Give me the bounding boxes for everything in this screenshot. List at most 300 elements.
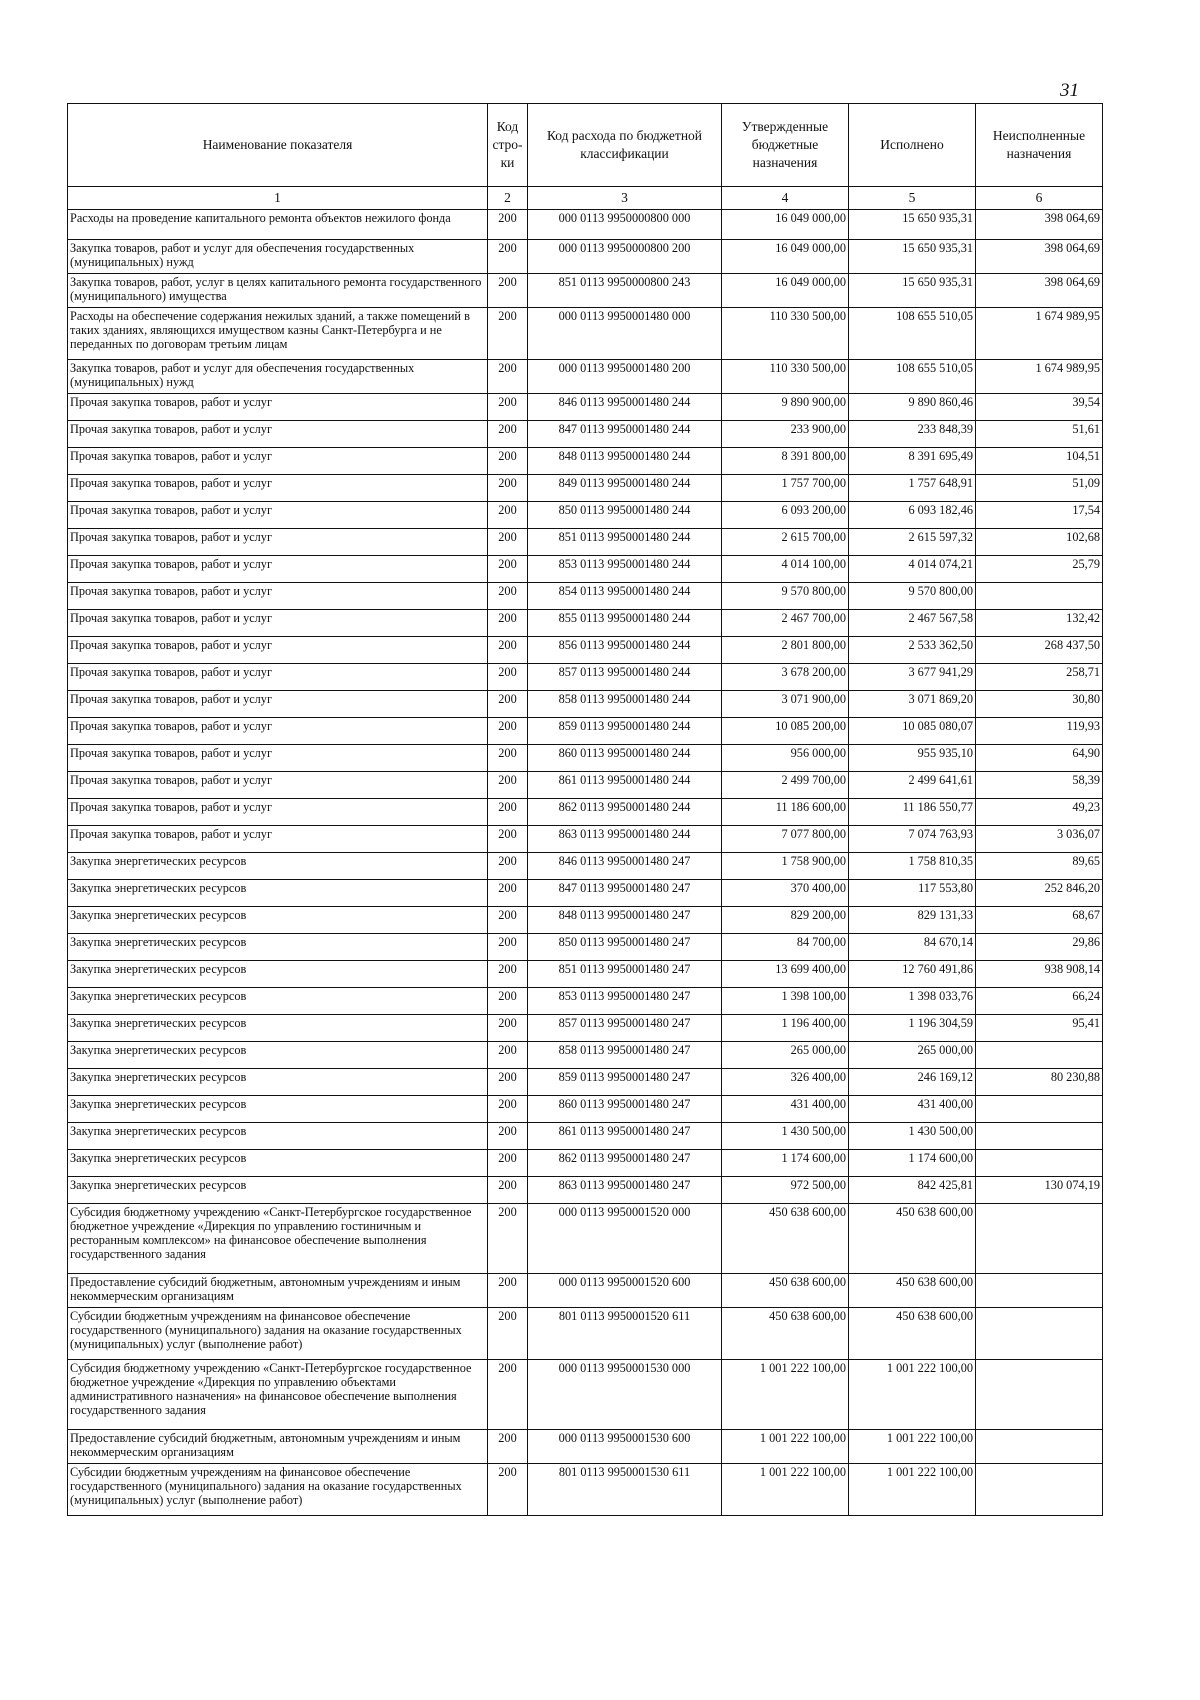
table-cell-executed: 4 014 074,21 — [849, 556, 976, 583]
table-cell-executed: 842 425,81 — [849, 1177, 976, 1204]
table-cell-approved: 1 757 700,00 — [722, 475, 849, 502]
table-cell-budget-code: 851 0113 9950001480 247 — [528, 961, 722, 988]
table-cell-name: Предоставление субсидий бюджетным, автономным учреждениям и иным некоммерческим организациям — [68, 1274, 488, 1308]
table-cell-name: Закупка энергетических ресурсов — [68, 1123, 488, 1150]
table-cell-approved: 9 890 900,00 — [722, 394, 849, 421]
table-cell-unexecuted — [976, 1123, 1103, 1150]
table-cell-name: Закупка энергетических ресурсов — [68, 988, 488, 1015]
table-cell-name: Субсидия бюджетному учреждению «Санкт-Петербургское государственное бюджетное учреждение «Дирекция по управлению объектами административного назначения» на финансовое обеспечение выполнения государственного задания — [68, 1360, 488, 1430]
table-cell-unexecuted: 102,68 — [976, 529, 1103, 556]
table-cell-budget-code: 000 0113 9950001520 600 — [528, 1274, 722, 1308]
table-row — [68, 1177, 1103, 1204]
table-cell-approved: 2 467 700,00 — [722, 610, 849, 637]
table-cell-executed: 1 001 222 100,00 — [849, 1430, 976, 1464]
table-cell-unexecuted: 49,23 — [976, 799, 1103, 826]
table-cell-line-code: 200 — [488, 1042, 528, 1069]
col-header-approved: Утвержденные бюджетные назначения — [722, 104, 849, 187]
table-cell-executed: 1 758 810,35 — [849, 853, 976, 880]
table-cell-unexecuted: 29,86 — [976, 934, 1103, 961]
table-cell-approved: 265 000,00 — [722, 1042, 849, 1069]
table-row — [68, 853, 1103, 880]
table-cell-approved: 9 570 800,00 — [722, 583, 849, 610]
table-cell-approved: 16 049 000,00 — [722, 274, 849, 308]
table-cell-budget-code: 856 0113 9950001480 244 — [528, 637, 722, 664]
table-row — [68, 691, 1103, 718]
table-cell-name: Субсидия бюджетному учреждению «Санкт-Петербургское государственное бюджетное учреждение «Дирекция по управлению гостиничным и ресторанным комплексом» на финансовое обеспечение выполнения государственного задания — [68, 1204, 488, 1274]
table-cell-budget-code: 849 0113 9950001480 244 — [528, 475, 722, 502]
table-cell-line-code: 200 — [488, 1069, 528, 1096]
table-cell-budget-code: 801 0113 9950001520 611 — [528, 1308, 722, 1360]
table-cell-approved: 10 085 200,00 — [722, 718, 849, 745]
table-cell-executed: 10 085 080,07 — [849, 718, 976, 745]
table-cell-line-code: 200 — [488, 210, 528, 240]
table-cell-name: Закупка товаров, работ и услуг для обеспечения государственных (муниципальных) нужд — [68, 240, 488, 274]
table-cell-line-code: 200 — [488, 1015, 528, 1042]
table-cell-executed: 8 391 695,49 — [849, 448, 976, 475]
table-cell-line-code: 200 — [488, 502, 528, 529]
table-cell-name: Субсидии бюджетным учреждениям на финансовое обеспечение государственного (муниципального) задания на оказание государственных (муниципальных) услуг (выполнение работ) — [68, 1464, 488, 1516]
table-cell-executed: 233 848,39 — [849, 421, 976, 448]
table-cell-budget-code: 000 0113 9950001530 600 — [528, 1430, 722, 1464]
table-row — [68, 907, 1103, 934]
table-cell-name: Прочая закупка товаров, работ и услуг — [68, 826, 488, 853]
table-cell-approved: 450 638 600,00 — [722, 1274, 849, 1308]
table-cell-budget-code: 801 0113 9950001530 611 — [528, 1464, 722, 1516]
table-cell-line-code: 200 — [488, 448, 528, 475]
table-cell-line-code: 200 — [488, 610, 528, 637]
table-cell-line-code: 200 — [488, 772, 528, 799]
table-cell-name: Закупка энергетических ресурсов — [68, 1096, 488, 1123]
table-cell-budget-code: 853 0113 9950001480 244 — [528, 556, 722, 583]
table-row — [68, 718, 1103, 745]
col-number: 1 — [68, 187, 488, 210]
table-cell-budget-code: 861 0113 9950001480 244 — [528, 772, 722, 799]
table-cell-unexecuted — [976, 1274, 1103, 1308]
table-row — [68, 637, 1103, 664]
table-cell-executed: 2 615 597,32 — [849, 529, 976, 556]
table-cell-name: Прочая закупка товаров, работ и услуг — [68, 799, 488, 826]
table-cell-budget-code: 000 0113 9950000800 000 — [528, 210, 722, 240]
table-cell-line-code: 200 — [488, 1274, 528, 1308]
table-cell-unexecuted: 398 064,69 — [976, 240, 1103, 274]
table-cell-approved: 13 699 400,00 — [722, 961, 849, 988]
table-cell-name: Закупка товаров, работ и услуг для обеспечения государственных (муниципальных) нужд — [68, 360, 488, 394]
table-cell-unexecuted: 68,67 — [976, 907, 1103, 934]
table-cell-executed: 1 757 648,91 — [849, 475, 976, 502]
table-cell-approved: 972 500,00 — [722, 1177, 849, 1204]
table-row — [68, 961, 1103, 988]
table-cell-approved: 956 000,00 — [722, 745, 849, 772]
table-cell-approved: 1 398 100,00 — [722, 988, 849, 1015]
table-cell-line-code: 200 — [488, 1464, 528, 1516]
col-header-line-code: Код стро-ки — [488, 104, 528, 187]
table-cell-unexecuted: 119,93 — [976, 718, 1103, 745]
table-cell-name: Закупка энергетических ресурсов — [68, 880, 488, 907]
table-cell-unexecuted: 39,54 — [976, 394, 1103, 421]
table-cell-budget-code: 848 0113 9950001480 244 — [528, 448, 722, 475]
table-cell-budget-code: 857 0113 9950001480 247 — [528, 1015, 722, 1042]
table-cell-approved: 450 638 600,00 — [722, 1308, 849, 1360]
table-cell-line-code: 200 — [488, 988, 528, 1015]
col-number: 2 — [488, 187, 528, 210]
table-cell-executed: 84 670,14 — [849, 934, 976, 961]
table-cell-line-code: 200 — [488, 1360, 528, 1430]
table-row — [68, 664, 1103, 691]
table-cell-executed: 955 935,10 — [849, 745, 976, 772]
table-cell-name: Прочая закупка товаров, работ и услуг — [68, 637, 488, 664]
col-header-unexecuted: Неисполненные назначения — [976, 104, 1103, 187]
table-row — [68, 1360, 1103, 1430]
table-cell-name: Прочая закупка товаров, работ и услуг — [68, 745, 488, 772]
table-cell-line-code: 200 — [488, 421, 528, 448]
table-cell-budget-code: 000 0113 9950001480 200 — [528, 360, 722, 394]
table-cell-name: Прочая закупка товаров, работ и услуг — [68, 772, 488, 799]
table-cell-executed: 3 071 869,20 — [849, 691, 976, 718]
table-cell-line-code: 200 — [488, 240, 528, 274]
table-cell-executed: 450 638 600,00 — [849, 1274, 976, 1308]
table-cell-name: Прочая закупка товаров, работ и услуг — [68, 610, 488, 637]
table-row — [68, 745, 1103, 772]
table-cell-approved: 11 186 600,00 — [722, 799, 849, 826]
table-row — [68, 210, 1103, 240]
table-cell-name: Расходы на проведение капитального ремонта объектов нежилого фонда — [68, 210, 488, 240]
table-cell-name: Прочая закупка товаров, работ и услуг — [68, 691, 488, 718]
table-cell-approved: 370 400,00 — [722, 880, 849, 907]
table-cell-executed: 1 196 304,59 — [849, 1015, 976, 1042]
table-cell-line-code: 200 — [488, 799, 528, 826]
table-cell-approved: 1 001 222 100,00 — [722, 1430, 849, 1464]
table-cell-approved: 1 001 222 100,00 — [722, 1464, 849, 1516]
table-cell-approved: 326 400,00 — [722, 1069, 849, 1096]
table-cell-executed: 15 650 935,31 — [849, 274, 976, 308]
table-cell-line-code: 200 — [488, 475, 528, 502]
table-cell-budget-code: 000 0113 9950001520 000 — [528, 1204, 722, 1274]
table-cell-approved: 16 049 000,00 — [722, 210, 849, 240]
table-cell-budget-code: 860 0113 9950001480 247 — [528, 1096, 722, 1123]
table-cell-line-code: 200 — [488, 637, 528, 664]
table-cell-approved: 1 174 600,00 — [722, 1150, 849, 1177]
table-cell-budget-code: 858 0113 9950001480 247 — [528, 1042, 722, 1069]
table-cell-approved: 7 077 800,00 — [722, 826, 849, 853]
table-row — [68, 502, 1103, 529]
table-cell-executed: 108 655 510,05 — [849, 308, 976, 360]
table-cell-budget-code: 000 0113 9950001480 000 — [528, 308, 722, 360]
table-cell-executed: 9 890 860,46 — [849, 394, 976, 421]
table-cell-approved: 431 400,00 — [722, 1096, 849, 1123]
col-header-executed: Исполнено — [849, 104, 976, 187]
table-cell-unexecuted: 3 036,07 — [976, 826, 1103, 853]
table-row — [68, 1204, 1103, 1274]
table-cell-unexecuted — [976, 1042, 1103, 1069]
table-cell-executed: 15 650 935,31 — [849, 210, 976, 240]
table-body — [68, 210, 1103, 1516]
table-cell-line-code: 200 — [488, 664, 528, 691]
table-row — [68, 475, 1103, 502]
table-cell-approved: 8 391 800,00 — [722, 448, 849, 475]
table-cell-approved: 2 801 800,00 — [722, 637, 849, 664]
table-row — [68, 1150, 1103, 1177]
table-cell-approved: 110 330 500,00 — [722, 308, 849, 360]
table-cell-unexecuted: 64,90 — [976, 745, 1103, 772]
table-cell-unexecuted: 132,42 — [976, 610, 1103, 637]
table-row — [68, 880, 1103, 907]
table-row — [68, 1274, 1103, 1308]
table-cell-approved: 1 758 900,00 — [722, 853, 849, 880]
table-cell-budget-code: 000 0113 9950001530 000 — [528, 1360, 722, 1430]
table-cell-unexecuted — [976, 1096, 1103, 1123]
table-cell-executed: 431 400,00 — [849, 1096, 976, 1123]
table-cell-unexecuted: 30,80 — [976, 691, 1103, 718]
table-cell-name: Прочая закупка товаров, работ и услуг — [68, 718, 488, 745]
table-row — [68, 799, 1103, 826]
table-cell-budget-code: 860 0113 9950001480 244 — [528, 745, 722, 772]
table-cell-executed: 15 650 935,31 — [849, 240, 976, 274]
table-cell-name: Закупка энергетических ресурсов — [68, 934, 488, 961]
table-cell-name: Прочая закупка товаров, работ и услуг — [68, 475, 488, 502]
table-cell-unexecuted: 104,51 — [976, 448, 1103, 475]
table-cell-approved: 233 900,00 — [722, 421, 849, 448]
table-cell-executed: 2 533 362,50 — [849, 637, 976, 664]
table-cell-unexecuted: 398 064,69 — [976, 274, 1103, 308]
table-cell-budget-code: 859 0113 9950001480 244 — [528, 718, 722, 745]
table-cell-budget-code: 850 0113 9950001480 247 — [528, 934, 722, 961]
table-row — [68, 360, 1103, 394]
table-cell-name: Прочая закупка товаров, работ и услуг — [68, 664, 488, 691]
table-cell-line-code: 200 — [488, 308, 528, 360]
table-cell-unexecuted — [976, 1430, 1103, 1464]
table-cell-unexecuted: 66,24 — [976, 988, 1103, 1015]
table-cell-name: Субсидии бюджетным учреждениям на финансовое обеспечение государственного (муниципального) задания на оказание государственных (муниципальных) услуг (выполнение работ) — [68, 1308, 488, 1360]
table-cell-approved: 3 071 900,00 — [722, 691, 849, 718]
table-cell-executed: 9 570 800,00 — [849, 583, 976, 610]
table-cell-line-code: 200 — [488, 691, 528, 718]
table-cell-budget-code: 861 0113 9950001480 247 — [528, 1123, 722, 1150]
table-cell-line-code: 200 — [488, 1204, 528, 1274]
table-row — [68, 772, 1103, 799]
table-cell-unexecuted — [976, 583, 1103, 610]
table-cell-line-code: 200 — [488, 556, 528, 583]
table-row — [68, 1464, 1103, 1516]
table-cell-executed: 265 000,00 — [849, 1042, 976, 1069]
table-cell-name: Прочая закупка товаров, работ и услуг — [68, 556, 488, 583]
table-row — [68, 394, 1103, 421]
col-number: 5 — [849, 187, 976, 210]
table-cell-unexecuted: 51,61 — [976, 421, 1103, 448]
table-cell-executed: 829 131,33 — [849, 907, 976, 934]
table-row — [68, 826, 1103, 853]
table-cell-name: Закупка энергетических ресурсов — [68, 1069, 488, 1096]
table-cell-name: Закупка энергетических ресурсов — [68, 961, 488, 988]
table-cell-executed: 1 001 222 100,00 — [849, 1464, 976, 1516]
table-row — [68, 529, 1103, 556]
table-cell-unexecuted: 80 230,88 — [976, 1069, 1103, 1096]
table-cell-unexecuted: 95,41 — [976, 1015, 1103, 1042]
table-cell-unexecuted: 58,39 — [976, 772, 1103, 799]
table-row — [68, 274, 1103, 308]
table-cell-budget-code: 848 0113 9950001480 247 — [528, 907, 722, 934]
table-cell-unexecuted: 51,09 — [976, 475, 1103, 502]
table-row — [68, 1015, 1103, 1042]
table-cell-line-code: 200 — [488, 907, 528, 934]
table-cell-unexecuted: 398 064,69 — [976, 210, 1103, 240]
table-cell-line-code: 200 — [488, 718, 528, 745]
table-cell-line-code: 200 — [488, 529, 528, 556]
table-cell-executed: 2 467 567,58 — [849, 610, 976, 637]
table-cell-unexecuted — [976, 1464, 1103, 1516]
col-number: 3 — [528, 187, 722, 210]
table-cell-name: Расходы на обеспечение содержания нежилых зданий, а также помещений в таких зданиях, являющихся имуществом казны Санкт-Петербурга и не переданных по договорам третьим лицам — [68, 308, 488, 360]
table-row — [68, 1430, 1103, 1464]
table-cell-unexecuted: 268 437,50 — [976, 637, 1103, 664]
table-cell-unexecuted: 1 674 989,95 — [976, 360, 1103, 394]
table-cell-executed: 450 638 600,00 — [849, 1308, 976, 1360]
table-cell-budget-code: 847 0113 9950001480 244 — [528, 421, 722, 448]
table-cell-approved: 1 430 500,00 — [722, 1123, 849, 1150]
table-cell-line-code: 200 — [488, 394, 528, 421]
table-cell-budget-code: 857 0113 9950001480 244 — [528, 664, 722, 691]
table-cell-line-code: 200 — [488, 961, 528, 988]
table-cell-approved: 1 001 222 100,00 — [722, 1360, 849, 1430]
table-row — [68, 1069, 1103, 1096]
table-cell-unexecuted — [976, 1204, 1103, 1274]
table-cell-budget-code: 858 0113 9950001480 244 — [528, 691, 722, 718]
page-number: 31 — [1060, 80, 1079, 101]
table-cell-budget-code: 855 0113 9950001480 244 — [528, 610, 722, 637]
table-cell-executed: 7 074 763,93 — [849, 826, 976, 853]
table-cell-line-code: 200 — [488, 1096, 528, 1123]
table-row — [68, 308, 1103, 360]
col-number: 6 — [976, 187, 1103, 210]
table-cell-approved: 16 049 000,00 — [722, 240, 849, 274]
table-cell-line-code: 200 — [488, 1177, 528, 1204]
table-cell-unexecuted — [976, 1150, 1103, 1177]
table-cell-executed: 1 174 600,00 — [849, 1150, 976, 1177]
table-cell-budget-code: 850 0113 9950001480 244 — [528, 502, 722, 529]
table-cell-executed: 1 398 033,76 — [849, 988, 976, 1015]
table-cell-unexecuted: 1 674 989,95 — [976, 308, 1103, 360]
table-cell-approved: 2 615 700,00 — [722, 529, 849, 556]
table-cell-approved: 829 200,00 — [722, 907, 849, 934]
table-cell-budget-code: 847 0113 9950001480 247 — [528, 880, 722, 907]
table-cell-name: Закупка энергетических ресурсов — [68, 1177, 488, 1204]
table-cell-line-code: 200 — [488, 1430, 528, 1464]
table-cell-line-code: 200 — [488, 583, 528, 610]
table-cell-line-code: 200 — [488, 880, 528, 907]
table-row — [68, 988, 1103, 1015]
table-cell-name: Закупка энергетических ресурсов — [68, 907, 488, 934]
table-cell-executed: 2 499 641,61 — [849, 772, 976, 799]
table-row — [68, 448, 1103, 475]
table-cell-approved: 450 638 600,00 — [722, 1204, 849, 1274]
table-row — [68, 1123, 1103, 1150]
table-cell-executed: 117 553,80 — [849, 880, 976, 907]
table-row — [68, 1042, 1103, 1069]
table-cell-executed: 108 655 510,05 — [849, 360, 976, 394]
table-cell-approved: 110 330 500,00 — [722, 360, 849, 394]
header-row — [68, 104, 1103, 187]
table-cell-executed: 1 430 500,00 — [849, 1123, 976, 1150]
table-cell-budget-code: 846 0113 9950001480 247 — [528, 853, 722, 880]
table-cell-unexecuted: 89,65 — [976, 853, 1103, 880]
table-cell-executed: 1 001 222 100,00 — [849, 1360, 976, 1430]
table-cell-budget-code: 863 0113 9950001480 247 — [528, 1177, 722, 1204]
table-cell-executed: 450 638 600,00 — [849, 1204, 976, 1274]
table-cell-name: Прочая закупка товаров, работ и услуг — [68, 502, 488, 529]
table-cell-executed: 3 677 941,29 — [849, 664, 976, 691]
table-cell-line-code: 200 — [488, 853, 528, 880]
table-cell-line-code: 200 — [488, 1123, 528, 1150]
table-cell-line-code: 200 — [488, 826, 528, 853]
table-cell-line-code: 200 — [488, 274, 528, 308]
table-cell-executed: 246 169,12 — [849, 1069, 976, 1096]
table-cell-budget-code: 000 0113 9950000800 200 — [528, 240, 722, 274]
table-cell-budget-code: 859 0113 9950001480 247 — [528, 1069, 722, 1096]
table-cell-unexecuted: 252 846,20 — [976, 880, 1103, 907]
table-cell-approved: 1 196 400,00 — [722, 1015, 849, 1042]
table-cell-budget-code: 851 0113 9950001480 244 — [528, 529, 722, 556]
table-row — [68, 583, 1103, 610]
table-cell-line-code: 200 — [488, 360, 528, 394]
table-cell-approved: 3 678 200,00 — [722, 664, 849, 691]
table-cell-approved: 4 014 100,00 — [722, 556, 849, 583]
table-cell-name: Закупка энергетических ресурсов — [68, 853, 488, 880]
table-cell-budget-code: 862 0113 9950001480 244 — [528, 799, 722, 826]
table-cell-name: Закупка энергетических ресурсов — [68, 1015, 488, 1042]
table-cell-name: Прочая закупка товаров, работ и услуг — [68, 583, 488, 610]
table-row — [68, 556, 1103, 583]
table-cell-approved: 6 093 200,00 — [722, 502, 849, 529]
table-cell-unexecuted: 258,71 — [976, 664, 1103, 691]
table-cell-name: Закупка энергетических ресурсов — [68, 1042, 488, 1069]
table-cell-executed: 11 186 550,77 — [849, 799, 976, 826]
table-cell-approved: 84 700,00 — [722, 934, 849, 961]
table-cell-name: Прочая закупка товаров, работ и услуг — [68, 421, 488, 448]
table-row — [68, 934, 1103, 961]
table-cell-unexecuted: 130 074,19 — [976, 1177, 1103, 1204]
table-cell-name: Закупка товаров, работ, услуг в целях капитального ремонта государственного (муниципального) имущества — [68, 274, 488, 308]
table-cell-unexecuted — [976, 1360, 1103, 1430]
col-header-budget-code: Код расхода по бюджетной классификации — [528, 104, 722, 187]
table-cell-name: Прочая закупка товаров, работ и услуг — [68, 529, 488, 556]
table-cell-budget-code: 854 0113 9950001480 244 — [528, 583, 722, 610]
table-cell-unexecuted — [976, 1308, 1103, 1360]
col-header-name: Наименование показателя — [68, 104, 488, 187]
col-number: 4 — [722, 187, 849, 210]
table-cell-executed: 12 760 491,86 — [849, 961, 976, 988]
table-cell-unexecuted: 25,79 — [976, 556, 1103, 583]
table-cell-executed: 6 093 182,46 — [849, 502, 976, 529]
table-cell-name: Предоставление субсидий бюджетным, автономным учреждениям и иным некоммерческим организациям — [68, 1430, 488, 1464]
table-row — [68, 240, 1103, 274]
table-cell-line-code: 200 — [488, 745, 528, 772]
column-number-row — [68, 187, 1103, 210]
budget-table — [67, 103, 1103, 1516]
table-cell-unexecuted: 938 908,14 — [976, 961, 1103, 988]
table-cell-approved: 2 499 700,00 — [722, 772, 849, 799]
table-row — [68, 421, 1103, 448]
table-row — [68, 1096, 1103, 1123]
table-cell-budget-code: 862 0113 9950001480 247 — [528, 1150, 722, 1177]
table-cell-line-code: 200 — [488, 1150, 528, 1177]
table-cell-unexecuted: 17,54 — [976, 502, 1103, 529]
table-cell-budget-code: 853 0113 9950001480 247 — [528, 988, 722, 1015]
table-cell-budget-code: 863 0113 9950001480 244 — [528, 826, 722, 853]
table-cell-budget-code: 851 0113 9950000800 243 — [528, 274, 722, 308]
table-cell-name: Закупка энергетических ресурсов — [68, 1150, 488, 1177]
table-cell-name: Прочая закупка товаров, работ и услуг — [68, 394, 488, 421]
table-cell-name: Прочая закупка товаров, работ и услуг — [68, 448, 488, 475]
table-row — [68, 1308, 1103, 1360]
